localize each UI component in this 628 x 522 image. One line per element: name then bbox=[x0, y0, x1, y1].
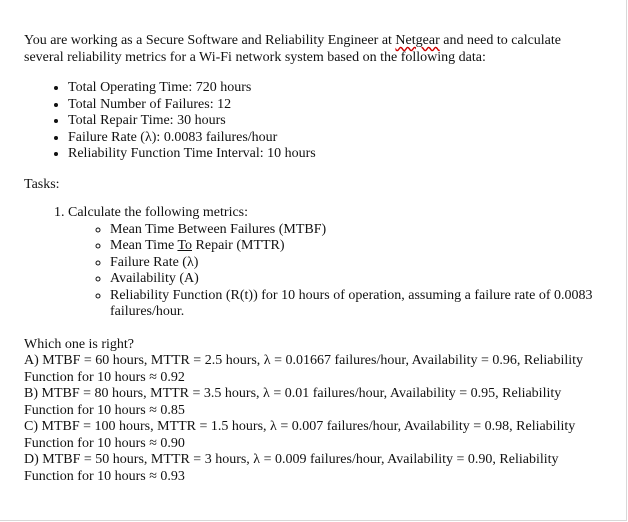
intro-after: and need to calculate several reliability metrics for a Wi-Fi network system based on the following data: bbox=[24, 33, 562, 65]
metric-mttr bbox=[110, 238, 594, 255]
company-name: Netgear bbox=[395, 33, 440, 48]
answer-option-b: B) MTBF = 80 hours, MTTR = 3.5 hours, λ = 0.01 failures/hour, Availability = 0.95, Reliability Function for 10 hours ≈ 0.85 bbox=[24, 386, 562, 418]
metric-reliability: ◦ Reliability Function (R(t)) for 10 hours of operation, assuming a failure rate of 0.0083 failures/hour. bbox=[110, 288, 594, 321]
answer-option-c: C) MTBF = 100 hours, MTTR = 1.5 hours, λ = 0.007 failures/hour, Availability = 0.98, Reliability Function for 10 hours ≈ 0.90 bbox=[24, 419, 576, 451]
list-item: • Total Repair Time: 30 hours bbox=[68, 113, 594, 130]
metric-mtbf: ◦ Mean Time Between Failures (MTBF) bbox=[110, 222, 594, 239]
intro-paragraph bbox=[24, 33, 594, 66]
list-item: • Failure Rate (λ): 0.0083 failures/hour bbox=[68, 130, 594, 147]
list-item: • Total Number of Failures: 12 bbox=[68, 97, 594, 114]
mttr-text-a: Mean Time bbox=[110, 238, 178, 253]
task-item bbox=[68, 205, 594, 321]
mttr-text-to: To bbox=[177, 238, 193, 253]
task-label: Calculate the following metrics: bbox=[68, 205, 249, 220]
task-list bbox=[24, 205, 594, 321]
list-item: • Total Operating Time: 720 hours bbox=[68, 80, 594, 97]
metric-list bbox=[68, 222, 594, 321]
list-item: • Reliability Function Time Interval: 10 hours bbox=[68, 146, 594, 163]
metric-failure-rate: ◦ Failure Rate (λ) bbox=[110, 255, 594, 272]
answer-option-a: A) MTBF = 60 hours, MTTR = 2.5 hours, λ = 0.01667 failures/hour, Availability = 0.96, Reliability Function for 10 hours ≈ 0.92 bbox=[24, 353, 584, 385]
tasks-heading: Tasks: bbox=[24, 176, 60, 192]
intro-before: You are working as a Secure Software and Reliability Engineer at bbox=[24, 33, 396, 48]
metric-availability: ◦ Availability (A) bbox=[110, 271, 594, 288]
data-list bbox=[24, 80, 594, 163]
question-text: Which one is right? bbox=[24, 336, 135, 352]
document-body bbox=[24, 33, 594, 485]
mttr-text-b: Repair (MTTR) bbox=[192, 238, 285, 253]
answer-option-d: D) MTBF = 50 hours, MTTR = 3 hours, λ = 0.009 failures/hour, Availability = 0.90, Reliability Function for 10 hours ≈ 0.93 bbox=[24, 452, 559, 484]
